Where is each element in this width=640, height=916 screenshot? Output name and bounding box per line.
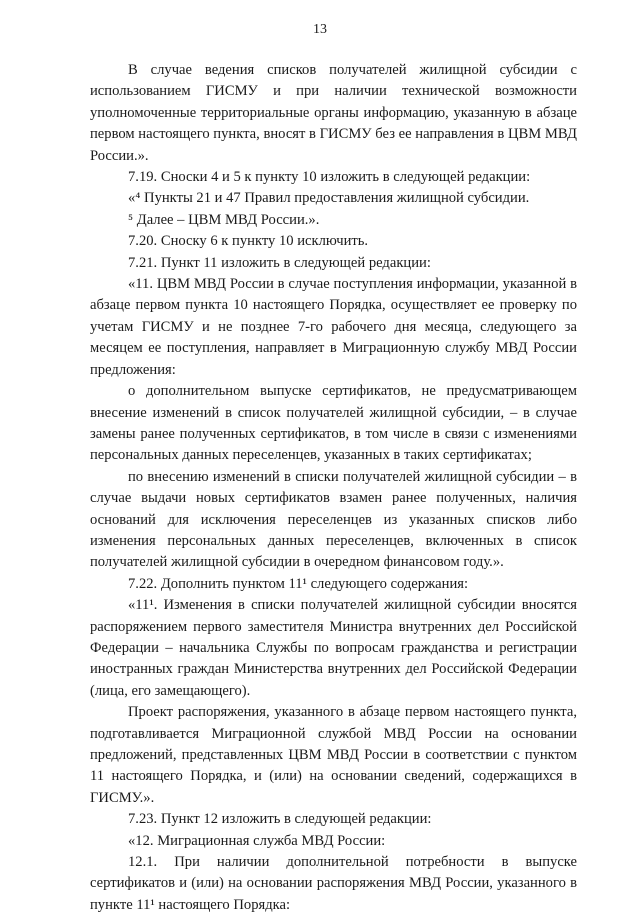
paragraph: ⁵ Далее – ЦВМ МВД России.». <box>128 211 320 228</box>
paragraph: 7.23. Пункт 12 изложить в следующей редакции: <box>128 811 432 828</box>
document-body <box>90 60 577 916</box>
paragraph: «12. Миграционная служба МВД России: <box>128 832 386 849</box>
paragraph: «11¹. Изменения в списки получателей жилищной субсидии вносятся распоряжением первого заместителя Министра внутренних дел Российской Федерации – начальника Службы по вопросам гражданства и регистрации иностранных граждан Министерства внутренних дел Российской Федерации (лица, его замещающего). <box>90 597 577 699</box>
paragraph: 7.22. Дополнить пунктом 11¹ следующего содержания: <box>128 575 469 592</box>
paragraph: 12.1. При наличии дополнительной потребности в выпуске сертификатов и (или) на основании распоряжения МВД России, указанного в пункте 11¹ настоящего Порядка: <box>90 854 577 913</box>
paragraph: В случае ведения списков получателей жилищной субсидии с использованием ГИСМУ и при наличии технической возможности уполномоченные территориальные органы информацию, указанную в абзаце первом настоящего пункта, вносят в ГИСМУ без ее направления в ЦВМ МВД России.». <box>90 62 577 164</box>
paragraph: «11. ЦВМ МВД России в случае поступления информации, указанной в абзаце первом пункта 10 настоящего Порядка, осуществляет ее проверку по учетам ГИСМУ и не позднее 7-го рабочего дня месяца, следующего за месяцем ее поступления, направляет в Миграционную службу МВД России предложения: <box>90 276 577 378</box>
paragraph: по внесению изменений в списки получателей жилищной субсидии – в случае выдачи новых сертификатов взамен ранее полученных, наличия оснований для исключения переселенцев из указанных списков либо изменения персональных данных переселенцев, включенных в список получателей жилищной субсидии в очередном финансовом году.». <box>90 468 577 571</box>
paragraph: 7.20. Сноску 6 к пункту 10 исключить. <box>128 233 369 250</box>
paragraph: 7.21. Пункт 11 изложить в следующей редакции: <box>128 254 431 271</box>
paragraph: о дополнительном выпуске сертификатов, не предусматривающем внесение изменений в список получателей жилищной субсидии, – в случае замены ранее полученных сертификатов, в том числе в связи с изменениями персональных данных переселенцев, указанных в таких сертификатах; <box>90 383 577 464</box>
paragraph: Проект распоряжения, указанного в абзаце первом настоящего пункта, подготавливается Миграционной службой МВД России на основании предложений, представленных ЦВМ МВД России в соответствии с пунктом 11 настоящего Порядка, и (или) на основании сведений, содержащихся в ГИСМУ.». <box>90 704 577 806</box>
paragraph: 7.19. Сноски 4 и 5 к пункту 10 изложить в следующей редакции: <box>128 169 531 186</box>
paragraph: «⁴ Пункты 21 и 47 Правил предоставления жилищной субсидии. <box>128 190 530 207</box>
page-number: 13 <box>313 22 327 37</box>
